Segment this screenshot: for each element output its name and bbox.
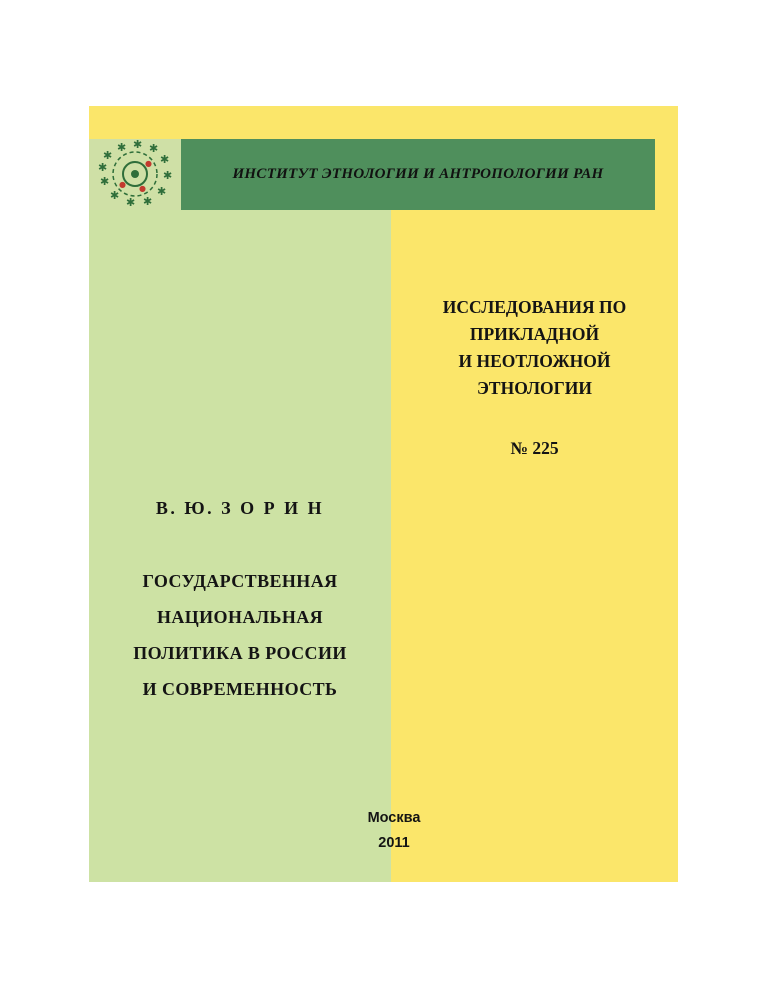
svg-text:✱: ✱ — [100, 175, 110, 188]
svg-text:✱: ✱ — [163, 169, 173, 182]
book-title-line: ПОЛИТИКА В РОССИИ — [133, 643, 347, 663]
svg-text:✱: ✱ — [157, 185, 167, 198]
author-name: В. Ю. З О Р И Н — [155, 498, 325, 518]
series-title-line: ИССЛЕДОВАНИЯ ПО — [442, 297, 627, 317]
imprint-city: Москва — [367, 810, 421, 826]
book-title — [89, 563, 391, 707]
svg-text:✱: ✱ — [98, 161, 108, 174]
svg-text:✱: ✱ — [160, 153, 170, 166]
header-band — [89, 139, 655, 210]
svg-text:✱: ✱ — [117, 141, 127, 154]
series-title — [391, 294, 678, 402]
book-cover — [89, 106, 678, 882]
svg-text:●: ● — [139, 184, 146, 193]
logo — [89, 139, 181, 210]
institute-name: ИНСТИТУТ ЭТНОЛОГИИ И АНТРОПОЛОГИИ РАН — [232, 166, 604, 182]
series-title-line: И НЕОТЛОЖНОЙ — [458, 351, 611, 371]
svg-text:✱: ✱ — [133, 139, 143, 151]
svg-text:✱: ✱ — [149, 142, 159, 155]
svg-text:●: ● — [119, 180, 126, 189]
issue-number: № 225 — [510, 438, 559, 458]
book-title-line: НАЦИОНАЛЬНАЯ — [156, 607, 324, 627]
svg-text:✱: ✱ — [143, 195, 153, 208]
svg-text:✱: ✱ — [103, 149, 113, 162]
svg-text:✱: ✱ — [110, 189, 120, 202]
svg-text:✱: ✱ — [126, 196, 136, 209]
ethnology-figures-ring-logo-icon — [89, 139, 181, 210]
series-title-line: ЭТНОЛОГИИ — [477, 378, 592, 398]
book-title-line: И СОВРЕМЕННОСТЬ — [142, 679, 338, 699]
book-title-line: ГОСУДАРСТВЕННАЯ — [142, 571, 338, 591]
series-title-line: ПРИКЛАДНОЙ — [469, 324, 600, 344]
svg-text:●: ● — [145, 159, 152, 168]
green-side-panel — [89, 210, 391, 882]
imprint — [319, 806, 469, 856]
imprint-year: 2011 — [378, 835, 410, 851]
